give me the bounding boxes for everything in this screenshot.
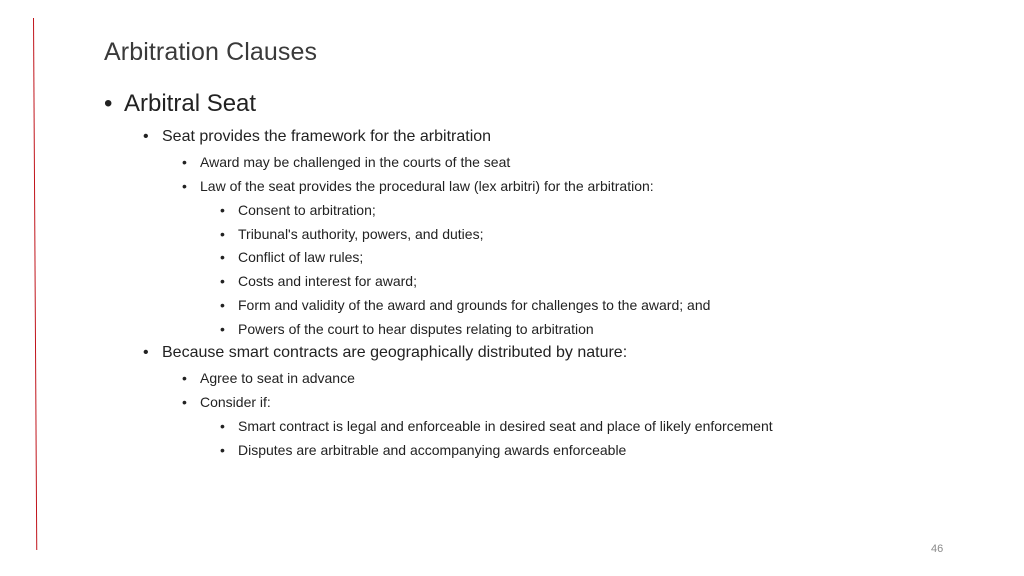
bullet-text: Agree to seat in advance xyxy=(200,370,355,386)
bullet-text: Tribunal's authority, powers, and duties; xyxy=(238,226,484,242)
bullet-text: Seat provides the framework for the arbitration xyxy=(162,128,492,145)
bullet-icon: • xyxy=(220,297,225,313)
bullet-icon: • xyxy=(220,442,225,458)
bullet-text: Form and validity of the award and grounds for challenges to the award; and xyxy=(238,297,711,313)
bullet-text: Consent to arbitration; xyxy=(238,202,376,218)
bullet-text: Award may be challenged in the courts of the seat xyxy=(200,154,511,170)
bullet-text: Powers of the court to hear disputes relating to arbitration xyxy=(238,321,594,337)
bullet-icon: • xyxy=(182,394,187,410)
bullet-text: Costs and interest for award; xyxy=(238,273,417,289)
bullet-text: Because smart contracts are geographically distributed by nature: xyxy=(162,344,628,361)
bullet-icon: • xyxy=(220,418,225,434)
bullet-icon: • xyxy=(220,249,225,265)
bullet-icon: • xyxy=(220,202,225,218)
bullet-text: Law of the seat provides the procedural law (lex arbitri) for the arbitration: xyxy=(200,178,654,194)
bullet-icon: • xyxy=(220,321,225,337)
bullet-icon: • xyxy=(182,154,187,170)
bullet-icon: • xyxy=(220,273,225,289)
bullet-icon: • xyxy=(143,128,149,145)
bullet-icon: • xyxy=(104,90,113,117)
bullet-icon: • xyxy=(182,370,187,386)
bullet-text: Consider if: xyxy=(200,394,271,410)
bullet-icon: • xyxy=(182,178,187,194)
bullet-text: Disputes are arbitrable and accompanying awards enforceable xyxy=(238,442,627,458)
page-number: 46 xyxy=(931,543,944,555)
bullet-text: Arbitral Seat xyxy=(124,90,257,117)
slide-title: Arbitration Clauses xyxy=(104,38,318,66)
bullet-text: Conflict of law rules; xyxy=(238,249,364,265)
bullet-icon: • xyxy=(143,344,149,361)
bullet-icon: • xyxy=(220,226,225,242)
bullet-text: Smart contract is legal and enforceable in desired seat and place of likely enforcement xyxy=(238,418,773,434)
